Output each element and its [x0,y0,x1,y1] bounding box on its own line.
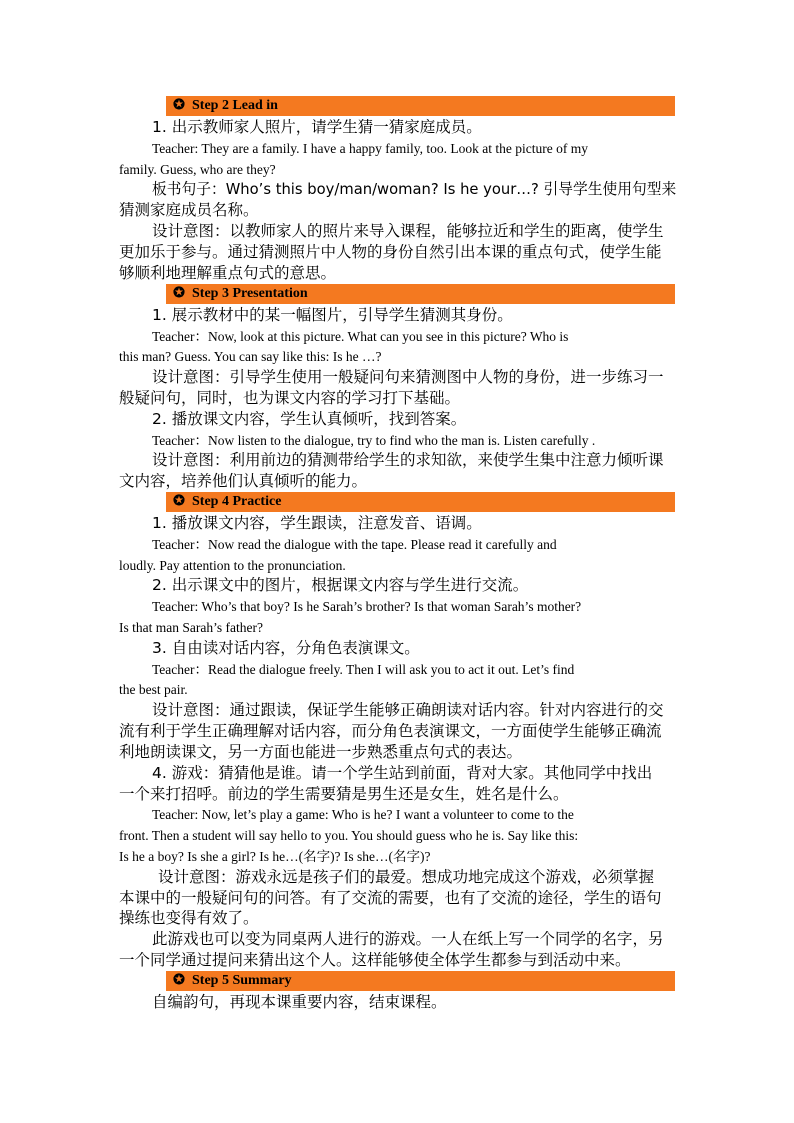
star-icon: ✪ [173,494,185,509]
paragraph-line: family. Guess, who are they? [119,162,276,177]
paragraph-line: this man? Guess. You can say like this: Is he …? [119,349,382,364]
paragraph-line: 一个同学通过提问来猜出这个人。这样能够使全体学生都参与到活动中来。 [119,951,631,969]
paragraph-line: Teacher：Read the dialogue freely. Then I will ask you to act it out. Let’s find [152,662,575,677]
step-2-heading [166,96,675,116]
paragraph-line: 般疑问句，同时，也为课文内容的学习打下基础。 [119,389,461,407]
paragraph-line: Is that man Sarah’s father? [119,620,263,635]
paragraph-line: 设计意图：以教师家人的照片来导入课程，能够拉近和学生的距离，使学生 [152,222,664,240]
paragraph-line: 3. 自由读对话内容，分角色表演课文。 [152,639,420,657]
paragraph-line: Teacher: Now, let’s play a game: Who is he? I want a volunteer to come to the [152,807,574,822]
paragraph-line: 流有利于学生正确理解对话内容，而分角色表演课文，一方面使学生能够正确流 [119,722,662,740]
paragraph-line: 2. 出示课文中的图片，根据课文内容与学生进行交流。 [152,576,529,594]
paragraph-line: 此游戏也可以变为同桌两人进行的游戏。一人在纸上写一个同学的名字，另 [152,930,664,948]
step-4-title: Step 4 Practice [192,494,282,509]
paragraph-line: loudly. Pay attention to the pronunciation. [119,558,346,573]
paragraph-line: 更加乐于参与。通过猜测照片中人物的身份自然引出本课的重点句式，使学生能 [119,243,662,261]
step-3-heading [166,284,675,304]
star-icon: ✪ [173,973,185,988]
paragraph-line: Teacher：Now read the dialogue with the tape. Please read it carefully and [152,537,557,552]
paragraph-line: 设计意图：游戏永远是孩子们的最爱。想成功地完成这个游戏，必须掌握 [158,868,655,886]
step-3-title: Step 3 Presentation [192,286,308,301]
paragraph-line: Teacher: Who’s that boy? Is he Sarah’s brother? Is that woman Sarah’s mother? [152,599,582,614]
paragraph-line: 自编韵句，再现本课重要内容，结束课程。 [152,993,447,1011]
star-icon: ✪ [173,98,185,113]
paragraph-line: 1. 出示教师家人照片，请学生猜一猜家庭成员。 [152,118,482,136]
step-4-heading [166,492,675,512]
paragraph-line: 猜测家庭成员名称。 [119,201,259,219]
paragraph-line: 够顺利地理解重点句式的意思。 [119,264,337,282]
paragraph-line: Is he a boy? Is she a girl? Is he…(名字)? Is she…(名字)? [119,849,431,864]
paragraph-line: 1. 展示教材中的某一幅图片，引导学生猜测其身份。 [152,306,513,324]
paragraph-line: 1. 播放课文内容，学生跟读，注意发音、语调。 [152,514,482,532]
star-icon: ✪ [173,286,185,301]
paragraph-line: Teacher：Now listen to the dialogue, try to find who the man is. Listen carefully . [152,433,596,448]
step-2-title: Step 2 Lead in [192,98,278,113]
paragraph-line: 操练也变得有效了。 [119,909,259,927]
paragraph-line: 设计意图：引导学生使用一般疑问句来猜测图中人物的身份，进一步练习一 [152,368,664,386]
paragraph-line: 本课中的一般疑问句的问答。有了交流的需要，也有了交流的途径，学生的语句 [119,889,662,907]
paragraph-line: 板书句子：Who’s this boy/man/woman? Is he your…? 引导学生使用句型来 [152,180,677,198]
paragraph-line: Teacher：Now, look at this picture. What can you see in this picture? Who is [152,329,569,344]
step-5-heading [166,971,675,991]
paragraph-line: 2. 播放课文内容，学生认真倾听，找到答案。 [152,410,467,428]
paragraph-line: 文内容，培养他们认真倾听的能力。 [119,472,368,490]
step-5-title: Step 5 Summary [192,973,292,988]
paragraph-line: Teacher: They are a family. I have a happy family, too. Look at the picture of my [152,141,589,156]
paragraph-line: 利地朗读课文，另一方面也能进一步熟悉重点句式的表达。 [119,743,523,761]
paragraph-line: front. Then a student will say hello to you. You should guess who he is. Say like this: [119,828,579,843]
paragraph-line: the best pair. [119,682,188,697]
paragraph-line: 一个来打招呼。前边的学生需要猜是男生还是女生，姓名是什么。 [119,785,569,803]
paragraph-line: 4. 游戏：猜猜他是谁。请一个学生站到前面，背对大家。其他同学中找出 [152,764,653,782]
paragraph-line: 设计意图：通过跟读，保证学生能够正确朗读对话内容。针对内容进行的交 [152,701,664,719]
paragraph-line: 设计意图：利用前边的猜测带给学生的求知欲，来使学生集中注意力倾听课 [152,451,664,469]
